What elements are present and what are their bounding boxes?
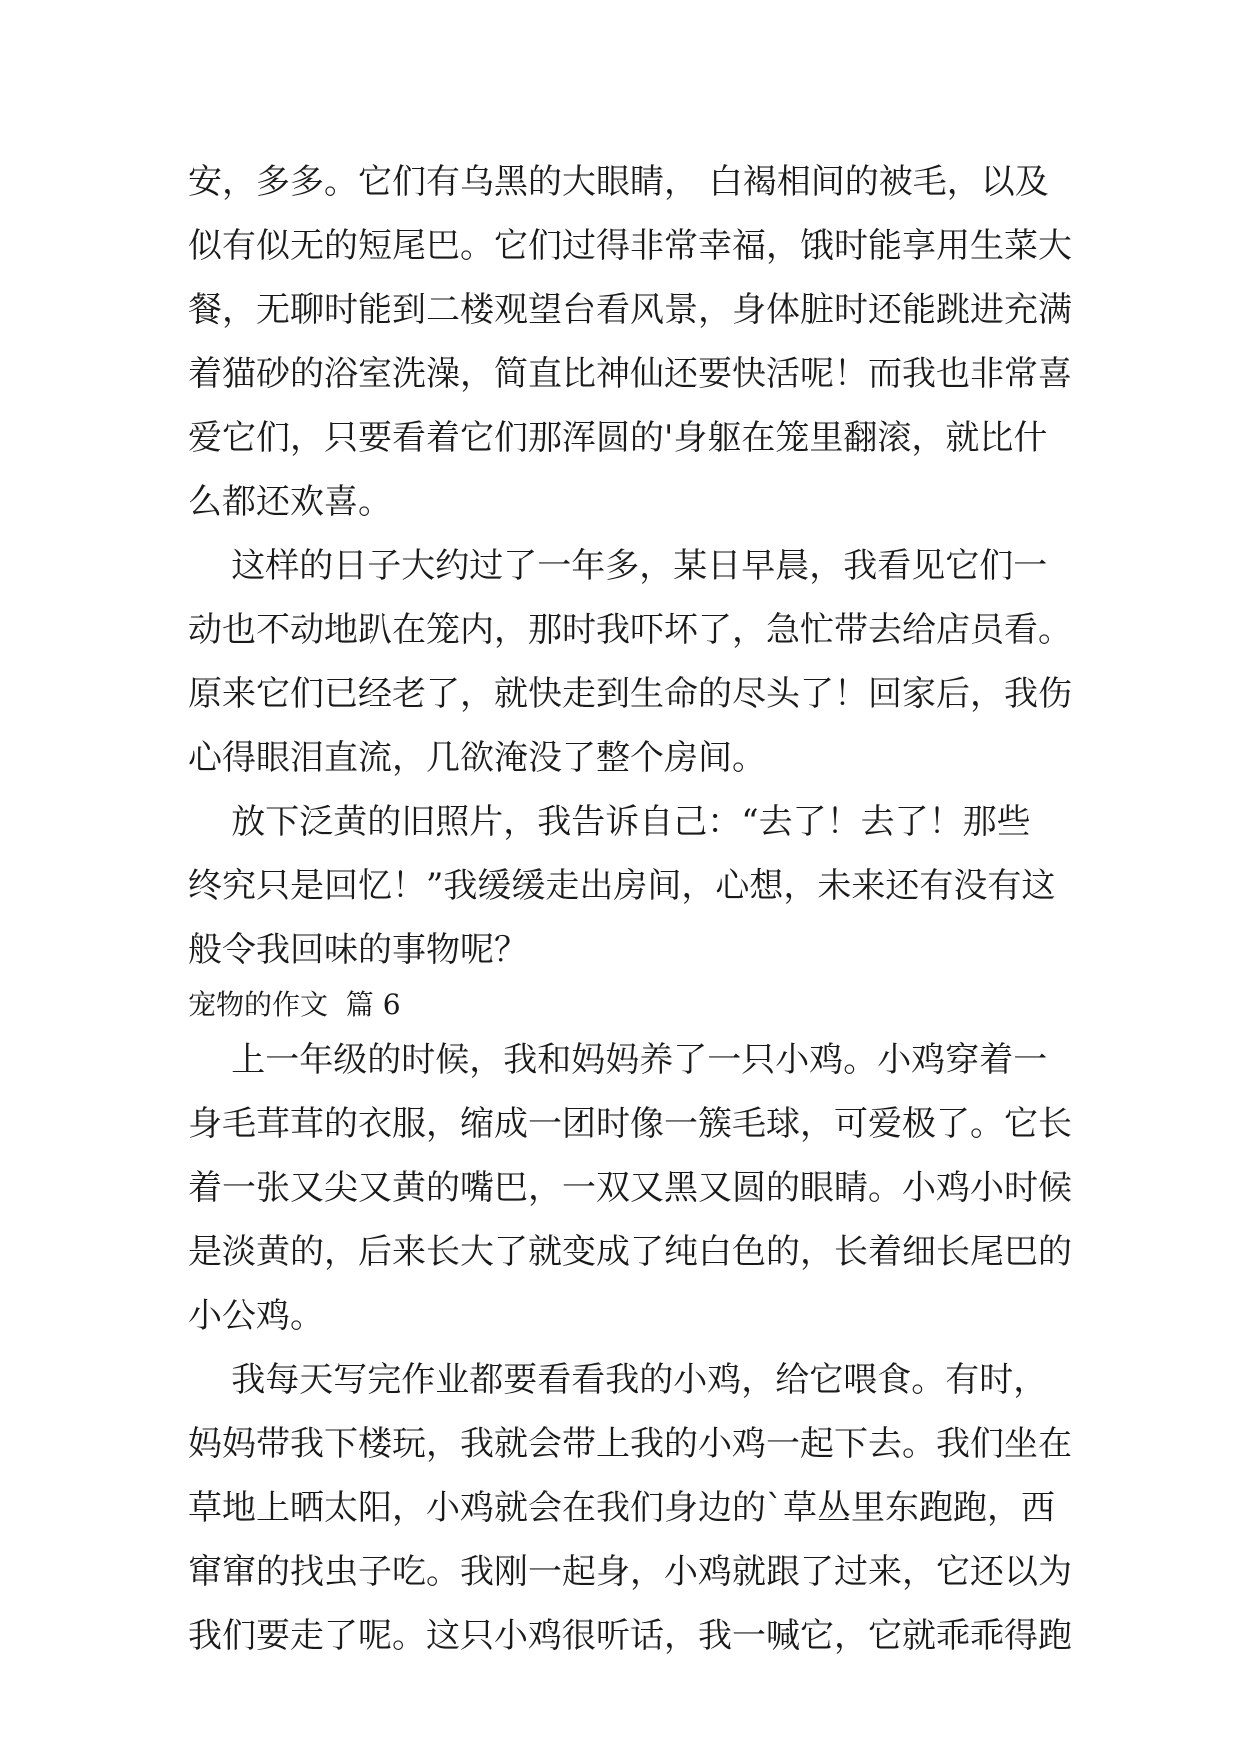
text-line: 上一年级的时候，我和妈妈养了一只小鸡。小鸡穿着一 bbox=[188, 1040, 1048, 1080]
text-line: 我们要走了呢。这只小鸡很听话，我一喊它，它就乖乖得跑 bbox=[188, 1616, 1072, 1656]
text-line: 般令我回味的事物呢？ bbox=[188, 930, 528, 970]
text-line: 放下泛黄的旧照片，我告诉自己：“去了！去了！那些 bbox=[188, 802, 1031, 842]
text-line: 是淡黄的，后来长大了就变成了纯白色的，长着细长尾巴的 bbox=[188, 1232, 1072, 1272]
text-line: 终究只是回忆！”我缓缓走出房间，心想，未来还有没有这 bbox=[188, 866, 1056, 906]
text-line: 安，多多。它们有乌黑的大眼睛， 白褐相间的被毛，以及 bbox=[188, 162, 1049, 202]
text-line: 小公鸡。 bbox=[188, 1296, 324, 1336]
text-line: 窜窜的找虫子吃。我刚一起身，小鸡就跟了过来，它还以为 bbox=[188, 1552, 1072, 1592]
text-line: 妈妈带我下楼玩，我就会带上我的小鸡一起下去。我们坐在 bbox=[188, 1424, 1072, 1464]
essay-text bbox=[188, 150, 1072, 1668]
text-line: 动也不动地趴在笼内，那时我吓坏了，急忙带去给店员看。 bbox=[188, 610, 1072, 650]
text-line: 爱它们，只要看着它们那浑圆的'身躯在笼里翻滚，就比什 bbox=[188, 418, 1048, 458]
text-line: 原来它们已经老了，就快走到生命的尽头了！回家后，我伤 bbox=[188, 674, 1072, 714]
text-line: 餐，无聊时能到二楼观望台看风景，身体脏时还能跳进充满 bbox=[188, 290, 1072, 330]
text-line: 草地上晒太阳，小鸡就会在我们身边的`草丛里东跑跑，西 bbox=[188, 1488, 1055, 1528]
text-line: 么都还欢喜。 bbox=[188, 482, 392, 522]
text-line: 着一张又尖又黄的嘴巴，一双又黑又圆的眼睛。小鸡小时候 bbox=[188, 1168, 1072, 1208]
text-line: 着猫砂的浴室洗澡，简直比神仙还要快活呢！而我也非常喜 bbox=[188, 354, 1072, 394]
text-line: 似有似无的短尾巴。它们过得非常幸福，饿时能享用生菜大 bbox=[188, 226, 1072, 266]
text-line: 我每天写完作业都要看看我的小鸡，给它喂食。有时， bbox=[188, 1360, 1048, 1400]
text-line: 这样的日子大约过了一年多，某日早晨，我看见它们一 bbox=[188, 546, 1048, 586]
text-line: 心得眼泪直流，几欲淹没了整个房间。 bbox=[188, 738, 766, 778]
section-heading: 宠物的作文 篇 6 bbox=[188, 988, 401, 1021]
text-line: 身毛茸茸的衣服，缩成一团时像一簇毛球，可爱极了。它长 bbox=[188, 1104, 1072, 1144]
